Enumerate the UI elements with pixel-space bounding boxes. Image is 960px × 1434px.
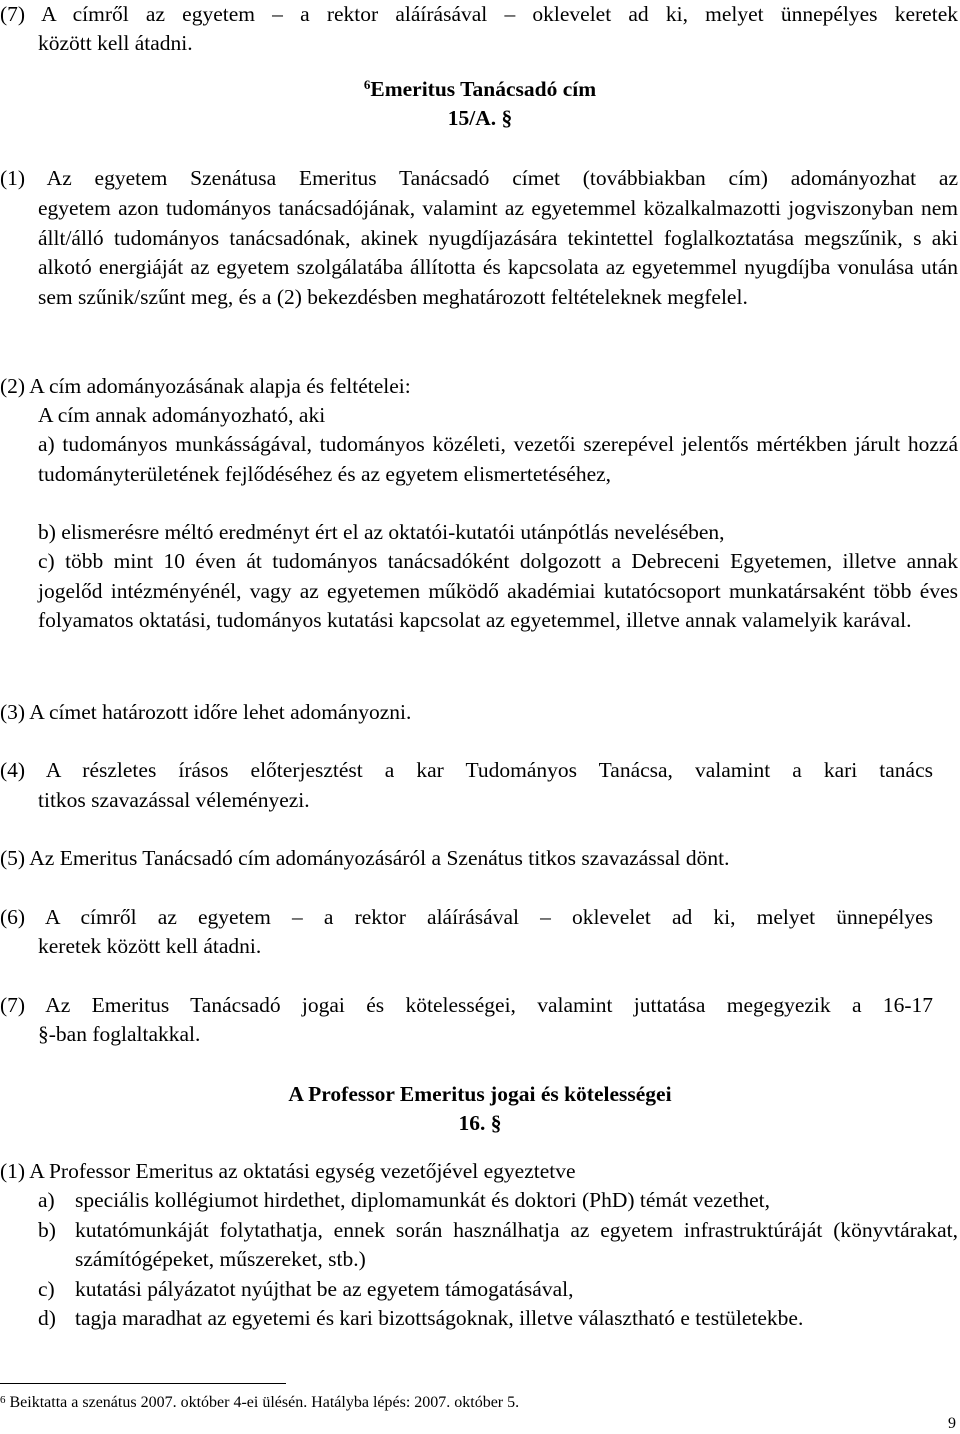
list-item [38,1186,958,1216]
intro-paragraph-line2: között kell átadni. [38,31,193,55]
paragraph-4-line2: titkos szavazással véleményezi. [38,788,310,812]
list-item-text: kutatómunkáját folytathatja, ennek során használhatja az egyetem infrastruktúráját (könyvtárakat, számítógépeket, műszereket, stb.) [75,1217,958,1271]
list-item [38,1304,958,1334]
paragraph-5: (5) Az Emeritus Tanácsadó cím adományozásáról a Szenátus titkos szavazással dönt. [0,846,730,870]
paragraph-7-line2: §-ban foglaltakkal. [38,1022,201,1046]
list-item-text: kutatási pályázatot nyújthat be az egyetem támogatásával, [75,1276,574,1301]
s16-rights-list [38,1186,958,1334]
condition-a: a) tudományos munkásságával, tudományos közéleti, vezetői szerepével jelentős mértékben járult hozzá tudományterületének fejlődéséhez és az egyetem elismertetéséhez, [38,432,958,486]
list-item-label: b) [38,1217,56,1242]
paragraph-4-line1: (4) A részletes írásos előterjesztést a kar Tudományos Tanácsa, valamint a kari tanács [0,758,933,782]
paragraph-6-line2: keretek között kell átadni. [38,934,262,958]
section-number-15a: 15/A. § [447,106,513,130]
paragraph-1-body: egyetem azon tudományos tanácsadójának, valamint az egyetemmel közalkalmazotti jogviszonyban nem állt/álló tudományos tanácsadónak, akinek nyugdíjazására tekintettel foglalkoztatása megszűnik, s aki alkotó energiáját az egyetem szolgálatába állította és kapcsolata az egyetemmel nyugdíjba vonulása után sem szűnik/szűnt meg, és a (2) bekezdésben meghatározott feltételeknek megfelel. [38,196,958,309]
list-item [38,1216,958,1275]
s16-paragraph-1-heading: (1) A Professor Emeritus az oktatási egység vezetőjével egyeztetve [0,1159,576,1183]
paragraph-1-line1: (1) Az egyetem Szenátusa Emeritus Tanácsadó címet (továbbiakban cím) adományozhat az [0,166,958,190]
footnote-ref: 6 [363,77,371,92]
list-item-label: c) [38,1276,55,1301]
list-item [38,1275,958,1305]
section-number-16: 16. § [458,1111,502,1135]
paragraph-7-line1: (7) Az Emeritus Tanácsadó jogai és kötelességei, valamint juttatása megegyezik a 16-17 [0,993,933,1017]
footnote-separator [0,1383,286,1384]
intro-paragraph-line1: (7) A címről az egyetem – a rektor aláírásával – oklevelet ad ki, melyet ünnepélyes keretek [0,2,958,26]
paragraph-6-line1: (6) A címről az egyetem – a rektor aláírásával – oklevelet ad ki, melyet ünnepélyes [0,905,933,929]
paragraph-2-heading: (2) A cím adományozásának alapja és feltételei: [0,374,411,398]
paragraph-2-intro: A cím annak adományozható, aki [38,403,326,427]
paragraph-3: (3) A címet határozott időre lehet adományozni. [0,700,412,724]
condition-c: c) több mint 10 éven át tudományos tanácsadóként dolgozott a Debreceni Egyetemen, illetve annak jogelőd intézményénél, vagy az egyetemen működő akadémiai kutatócsoport munkatársaként több éves folyamatos oktatási, tudományos kutatási kapcsolat az egyetemmel, illetve annak valamelyik karával. [38,549,958,632]
list-item-label: d) [38,1306,56,1330]
section-title-emeritus-advisor: $^6$Emeritus Tanácsadó cím [363,77,597,101]
list-item-text: speciális kollégiumot hirdethet, diplomamunkát és doktori (PhD) témát vezethet, [75,1188,771,1212]
footnote [0,1393,519,1413]
section-title-professor-emeritus: A Professor Emeritus jogai és kötelességei [288,1082,672,1106]
footnote-number: 6 [0,1394,6,1406]
list-item-label: a) [38,1188,55,1212]
list-item-text: tagja maradhat az egyetemi és kari bizottságoknak, illetve választható e testületekbe. [75,1306,804,1330]
condition-b: b) elismerésre méltó eredményt ért el az oktatói-kutatói utánpótlás nevelésében, [38,520,725,544]
page-number: 9 [948,1415,956,1432]
footnote-text: Beiktatta a szenátus 2007. október 4-ei ülésén. Hatályba lépés: 2007. október 5. [9,1394,520,1411]
